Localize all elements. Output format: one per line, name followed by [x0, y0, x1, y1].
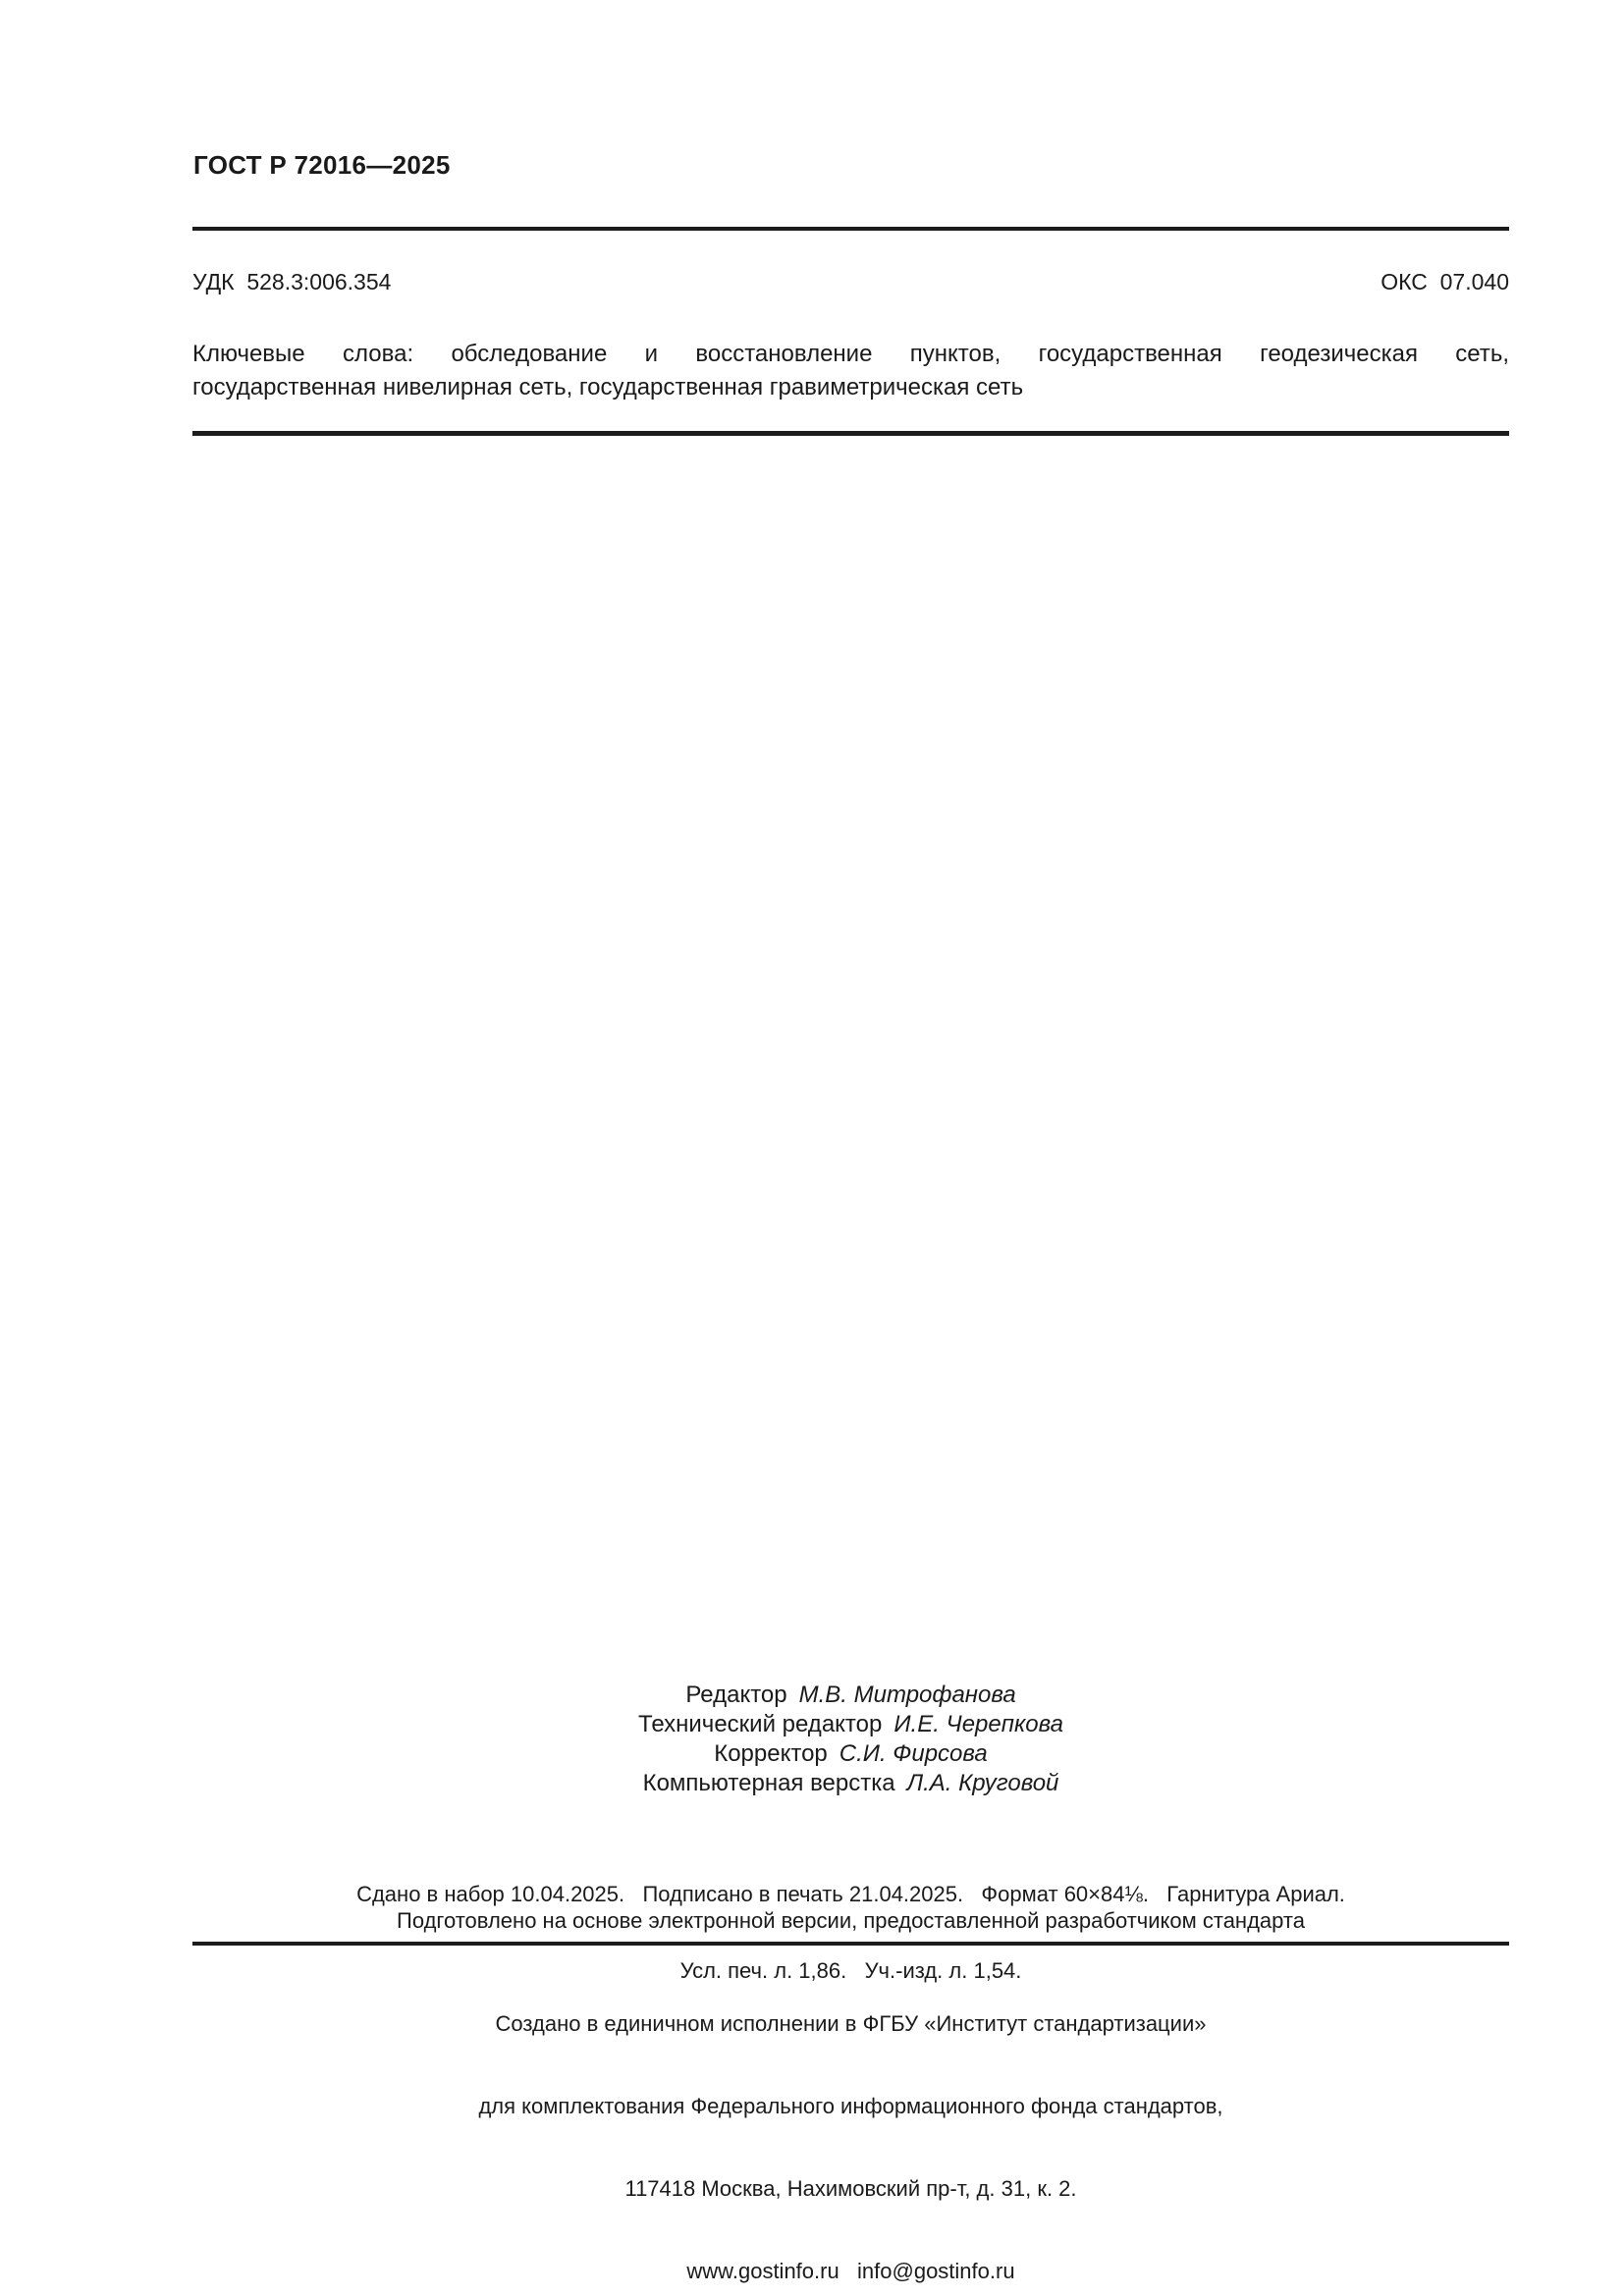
keywords-line-1: Ключевые слова: обследование и восстановление пунктов, государственная геодезическая сеть, — [192, 341, 1509, 367]
keywords-line-2: государственная нивелирная сеть, государственная гравиметрическая сеть — [192, 374, 1024, 400]
credit-line-layout — [192, 1769, 1509, 1798]
prepared-note: Подготовлено на основе электронной версии, предоставленной разработчиком стандарта — [397, 1908, 1305, 1933]
credit-name: С.И. Фирсова — [839, 1740, 988, 1767]
publisher-contacts: www.gostinfo.ru info@gostinfo.ru — [686, 2259, 1015, 2283]
credit-role: Редактор — [685, 1682, 787, 1708]
publisher-block — [192, 1955, 1509, 2296]
imprint-line-1: Сдано в набор 10.04.2025. Подписано в печать 21.04.2025. Формат 60×84⅛. Гарнитура Ариал. — [356, 1882, 1345, 1906]
credit-name: М.В. Митрофанова — [798, 1682, 1016, 1708]
oks-code: ОКС 07.040 — [1380, 269, 1509, 294]
credit-role: Технический редактор — [638, 1711, 883, 1737]
footer-horizontal-rule — [192, 1942, 1509, 1946]
credit-name: Л.А. Круговой — [906, 1770, 1059, 1796]
classification-row — [192, 269, 1509, 295]
credit-line-editor — [192, 1681, 1509, 1710]
credit-role: Компьютерная верстка — [642, 1770, 895, 1796]
top-horizontal-rule — [192, 227, 1509, 231]
udk-code: УДК 528.3:006.354 — [192, 269, 392, 294]
credit-line-technical-editor — [192, 1710, 1509, 1739]
credit-line-corrector — [192, 1739, 1509, 1769]
editorial-credits-block — [192, 1681, 1509, 1798]
publisher-address: 117418 Москва, Нахимовский пр-т, д. 31, к. 2. — [624, 2176, 1077, 2201]
keywords-horizontal-rule — [192, 431, 1509, 436]
imprint-line-2: Усл. печ. л. 1,86. Уч.-изд. л. 1,54. — [679, 1958, 1022, 1983]
publisher-line-1: Создано в единичном исполнении в ФГБУ «Институт стандартизации» — [495, 2011, 1207, 2036]
credit-role: Корректор — [714, 1740, 828, 1767]
keywords-paragraph — [192, 338, 1509, 404]
credit-name: И.Е. Черепкова — [893, 1711, 1063, 1737]
doc-code-heading: ГОСТ Р 72016—2025 — [193, 150, 451, 180]
publisher-line-2: для комплектования Федерального информационного фонда стандартов, — [478, 2094, 1223, 2118]
